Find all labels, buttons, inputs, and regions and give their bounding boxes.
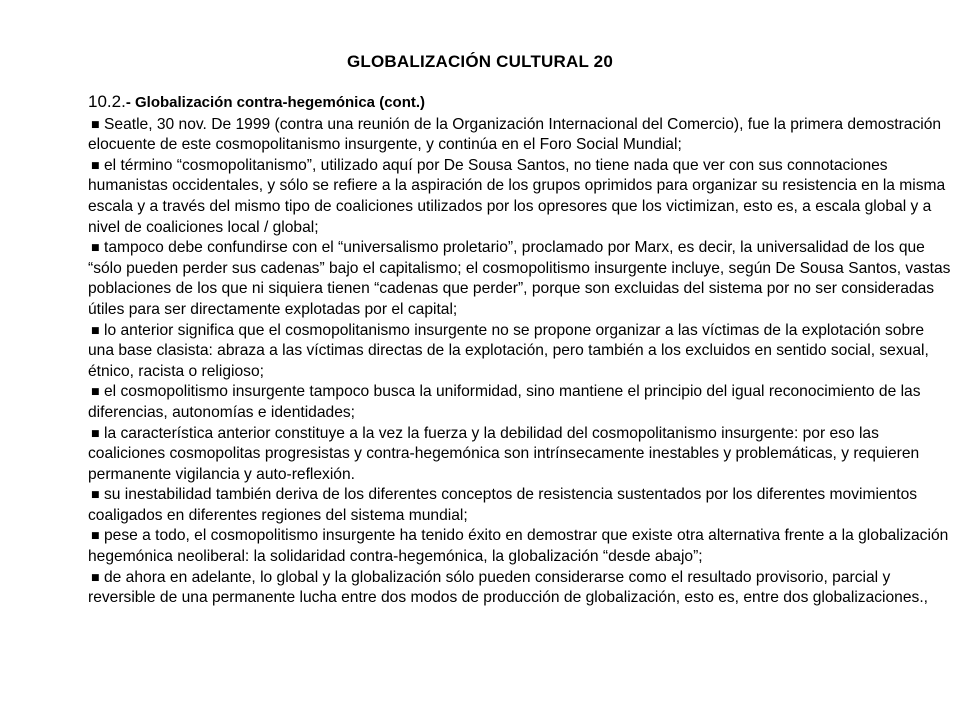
- section-number: 10.2.: [88, 92, 126, 111]
- slide-content: [88, 92, 954, 609]
- slide-title: GLOBALIZACIÓN CULTURAL 20: [347, 52, 613, 71]
- bullet-item: [88, 485, 954, 526]
- bullet-item: [88, 321, 954, 383]
- bullet-text: el término “cosmopolitanismo”, utilizado aquí por De Sousa Santos, no tiene nada que ver con sus connotaciones humanistas occidentales, y sólo se refiere a la aspiración de los grupos oprimidos para organizar su resistencia en la misma escala y a través del mismo tipo de coaliciones utilizados por los opresores que los victimizan, esto es, a escala global y a nivel de coaliciones local / global;: [88, 156, 946, 236]
- square-bullet-icon: ■: [91, 160, 100, 171]
- square-bullet-icon: ■: [91, 119, 100, 130]
- bullet-item: [88, 526, 954, 567]
- square-bullet-icon: ■: [91, 243, 100, 254]
- bullet-text: el cosmopolitismo insurgente tampoco busca la uniformidad, sino mantiene el principio del igual reconocimiento de las diferencias, autonomías e identidades;: [88, 383, 921, 421]
- bullet-text: lo anterior significa que el cosmopolitanismo insurgente no se propone organizar a las víctimas de la explotación sobre una base clasista: abraza a las víctimas directas de la explotación, pero también a los excluidos en sentido social, sexual, étnico, racista o religioso;: [88, 321, 929, 380]
- bullet-text: Seatle, 30 nov. De 1999 (contra una reunión de la Organización Internacional del Comercio), fue la primera demostración elocuente de este cosmopolitanismo insurgente, y continúa en el Foro Social Mundial;: [88, 115, 942, 154]
- square-bullet-icon: ■: [91, 387, 100, 398]
- bullet-item: [88, 156, 954, 238]
- bullet-text: de ahora en adelante, lo global y la globalización sólo pueden considerarse como el resultado provisorio, parcial y reversible de una permanente lucha entre dos modos de producción de globalización, esto es, entre dos globalizaciones.,: [88, 568, 928, 607]
- bullet-text: la característica anterior constituye a la vez la fuerza y la debilidad del cosmopolitanismo insurgente: por eso las coaliciones cosmopolitas progresistas y contra-hegemónica son intrínsecamente inestables y problemáticas, y requieren permanente vigilancia y auto-reflexión.: [88, 424, 920, 483]
- bullet-item: [88, 568, 954, 609]
- square-bullet-icon: ■: [91, 490, 100, 501]
- bullet-text: tampoco debe confundirse con el “universalismo proletario”, proclamado por Marx, es decir, la universalidad de los que “sólo pueden perder sus cadenas” bajo el capitalismo; el cosmopolitismo insurgente incluye, según De Sousa Santos, vastas poblaciones de los que ni siquiera tienen “cadenas que perder”, porque son excluidas del sistema por no ser consideradas útiles para ser directamente explotadas por el capital;: [88, 239, 951, 318]
- section-separator: -: [125, 94, 135, 111]
- bullet-item: [88, 382, 954, 423]
- square-bullet-icon: ■: [91, 572, 100, 583]
- square-bullet-icon: ■: [91, 325, 100, 336]
- bullet-text: su inestabilidad también deriva de los diferentes conceptos de resistencia sustentados por los diferentes movimientos coaligados en diferentes regiones del sistema mundial;: [88, 486, 918, 524]
- square-bullet-icon: ■: [91, 428, 100, 439]
- square-bullet-icon: ■: [91, 531, 100, 542]
- bullet-text: pese a todo, el cosmopolitismo insurgente ha tenido éxito en demostrar que existe otra alternativa frente a la globalización hegemónica neoliberal: la solidaridad contra-hegemónica, la globalización “desde abajo”;: [88, 527, 949, 566]
- section-title: Globalización contra-hegemónica (cont.): [134, 94, 426, 111]
- bullet-item: [88, 424, 954, 486]
- section-heading: [88, 92, 954, 114]
- bullet-item: [88, 238, 954, 320]
- bullet-item: [88, 115, 954, 156]
